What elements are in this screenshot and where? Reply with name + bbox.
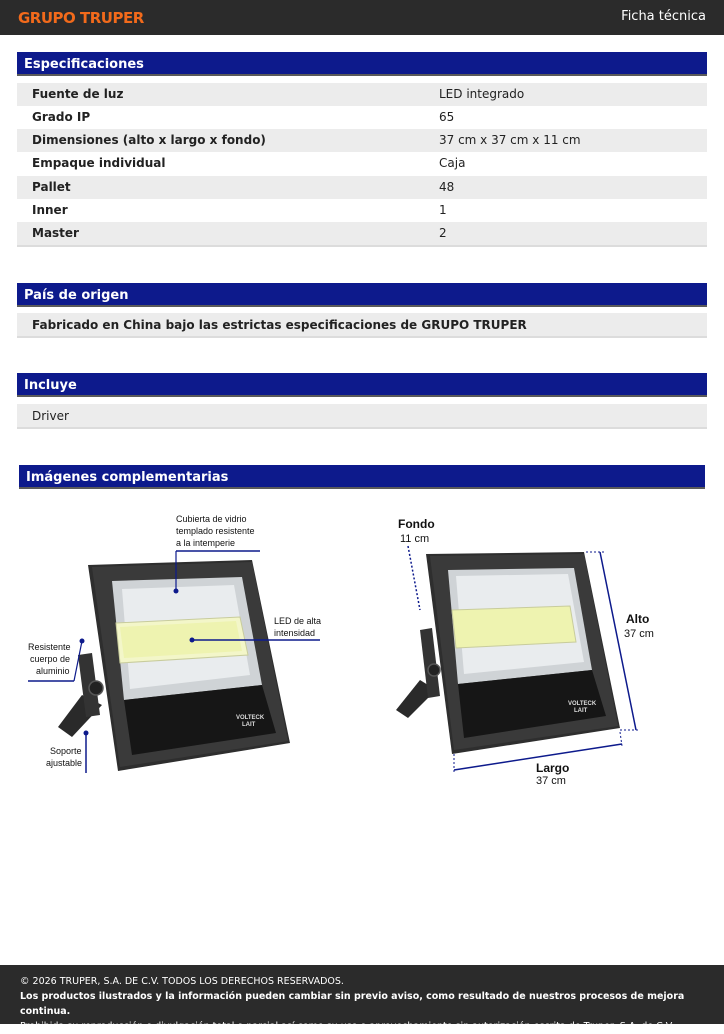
footer-notice: Los productos ilustrados y la información pueden cambiar sin previo aviso, como resultado de nuestros procesos de mejora continua. — [20, 991, 685, 1017]
spec-label: Grado IP — [32, 110, 91, 124]
origin-row — [17, 313, 707, 338]
spec-row-ip — [17, 106, 707, 129]
spec-row-packaging — [17, 152, 707, 175]
largo-label: Largo — [536, 761, 570, 775]
spec-label: Dimensiones (alto x largo x fondo) — [32, 133, 266, 147]
spec-value: 37 cm x 37 cm x 11 cm — [439, 133, 581, 147]
spec-row-light-source — [17, 83, 707, 106]
spec-label: Inner — [32, 203, 68, 217]
spec-value: 2 — [439, 226, 447, 240]
includes-text: Driver — [32, 409, 69, 423]
spec-value: 1 — [439, 203, 447, 217]
callout-stand-2: ajustable — [46, 758, 83, 768]
spec-value: 48 — [439, 180, 455, 194]
callout-led-2: intensidad — [274, 628, 316, 638]
callout-glass-1: Cubierta de vidrio — [176, 514, 247, 524]
brand-text-left-2: LAIT — [242, 722, 256, 728]
callout-led-1: LED de alta — [274, 616, 322, 626]
footer — [0, 965, 724, 1032]
spec-label: Fuente de luz — [32, 87, 124, 101]
spec-row-dimensions — [17, 129, 707, 152]
callout-glass-2: templado resistente — [176, 526, 255, 536]
includes-row — [17, 404, 707, 429]
alto-label: Alto — [626, 612, 650, 626]
brand-text-right: VOLTECK — [568, 701, 597, 707]
origin-text: Fabricado en China bajo las estrictas especificaciones de GRUPO TRUPER — [32, 318, 527, 332]
spec-value: 65 — [439, 110, 455, 124]
spec-value: LED integrado — [439, 87, 525, 101]
document-type: Ficha técnica — [621, 9, 706, 24]
floodlight-dimensions-illustration — [390, 510, 680, 790]
callout-stand-1: Soporte — [50, 746, 82, 756]
callout-body-1: Resistente — [28, 642, 71, 652]
floodlight-features-illustration — [20, 505, 340, 785]
spec-row-pallet — [17, 176, 707, 199]
origin-section-header: País de origen — [17, 283, 707, 307]
spec-value: Caja — [439, 156, 466, 170]
spec-row-inner — [17, 199, 707, 222]
spec-label: Pallet — [32, 180, 71, 194]
fondo-label: Fondo — [398, 517, 435, 531]
top-bar — [0, 0, 724, 35]
truper-logo: GRUPO TRUPER — [18, 9, 144, 27]
fondo-value: 11 cm — [400, 533, 430, 545]
includes-section-header: Incluye — [17, 373, 707, 397]
spec-row-master — [17, 222, 707, 247]
footer-prohibition: Prohibida su reproducción o divulgación total o parcial así como su uso o aprovechamiento sin autorización escrita de Truper, S.A. de C.V. — [20, 1021, 675, 1032]
brand-text-right-2: LAIT — [574, 708, 588, 714]
callout-body-2: cuerpo de — [30, 654, 71, 664]
callout-body-3: aluminio — [36, 666, 70, 676]
spec-label: Empaque individual — [32, 156, 166, 170]
spec-label: Master — [32, 226, 79, 240]
brand-text-left: VOLTECK — [236, 715, 265, 721]
largo-value: 37 cm — [536, 775, 566, 787]
specs-section-header: Especificaciones — [17, 52, 707, 76]
footer-copyright: © 2026 TRUPER, S.A. DE C.V. TODOS LOS DERECHOS RESERVADOS. — [20, 976, 344, 987]
images-section-header: Imágenes complementarias — [19, 465, 705, 489]
callout-glass-3: a la intemperie — [176, 538, 236, 548]
alto-value: 37 cm — [624, 628, 654, 640]
